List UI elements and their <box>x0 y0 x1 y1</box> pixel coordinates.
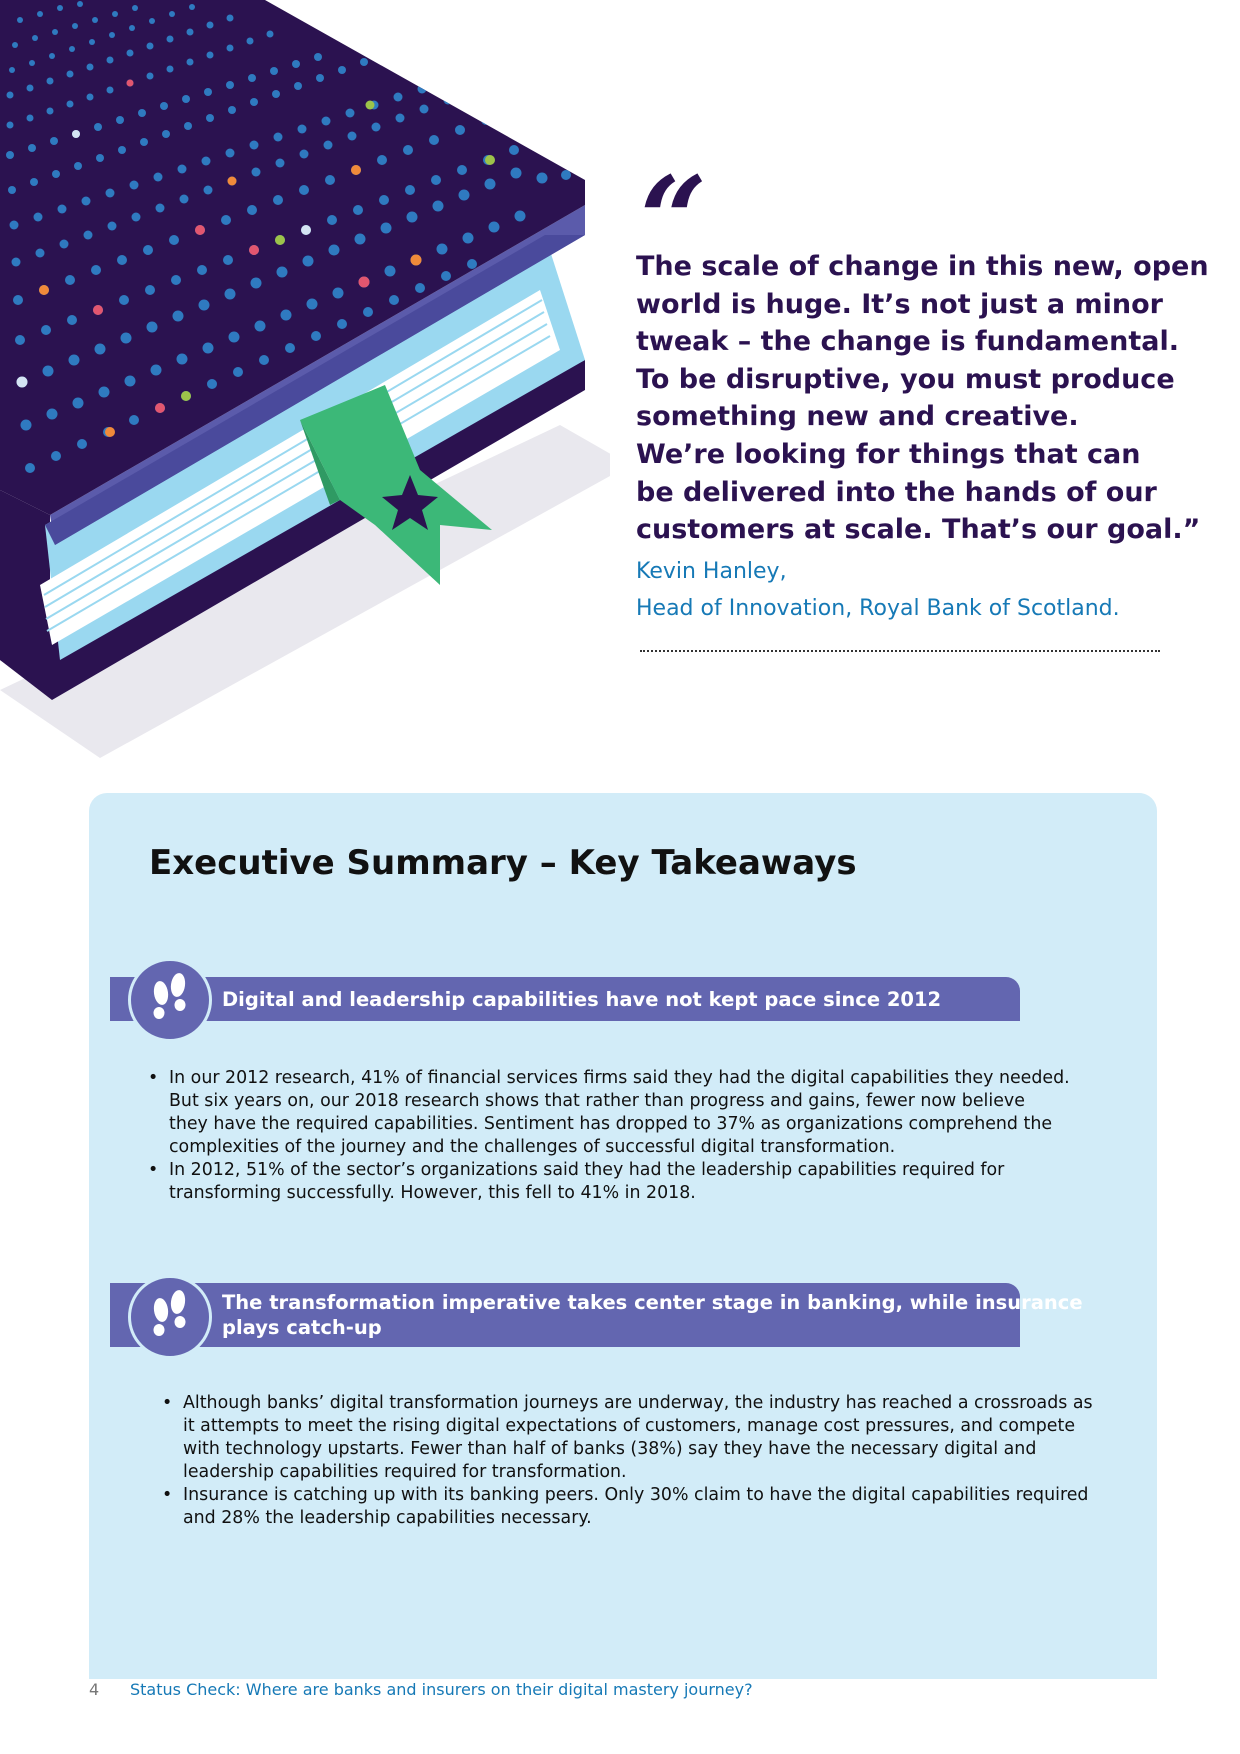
quote-line: We’re looking for things that can <box>636 438 1141 470</box>
quote-line: customers at scale. That’s our goal.” <box>636 514 1201 546</box>
section-heading-line: The transformation imperative takes center stage in banking, while insurance <box>222 1291 1083 1314</box>
quote-line: be delivered into the hands of our <box>636 476 1157 508</box>
pull-quote <box>622 150 1209 627</box>
bullet-line: • In our 2012 research, 41% of financial services firms said they had the digital capabilities they needed. <box>169 1068 1070 1088</box>
quote-mark-icon: “ <box>622 150 703 289</box>
panel-title: Executive Summary – Key Takeaways <box>149 843 857 883</box>
quote-line: The scale of change in this new, open <box>636 251 1209 282</box>
list-item <box>148 1159 1070 1205</box>
list-item <box>148 1067 1070 1159</box>
section-heading-band <box>110 1283 1083 1347</box>
quote-author-role: Head of Innovation, Royal Bank of Scotland. <box>636 595 1120 621</box>
footprints-icon <box>128 1275 212 1359</box>
quote-line: world is huge. It’s not just a minor <box>636 288 1163 320</box>
bullet-line: transforming successfully. However, this fell to 41% in 2018. <box>169 1183 696 1203</box>
book-illustration <box>0 0 610 770</box>
bullet-line: • Although banks’ digital transformation journeys are underway, the industry has reached a crossroads as <box>183 1393 1093 1413</box>
list-item <box>162 1484 1093 1530</box>
bullet-line: • Insurance is catching up with its banking peers. Only 30% claim to have the digital capabilities required <box>183 1485 1089 1505</box>
quote-text <box>636 248 1209 549</box>
bullet-line: But six years on, our 2018 research shows that rather than progress and gains, fewer now believe <box>169 1091 1025 1111</box>
section-heading-line: plays catch-up <box>222 1316 382 1339</box>
quote-author: Kevin Hanley, <box>636 558 787 584</box>
bullet-line: • In 2012, 51% of the sector’s organizations said they had the leadership capabilities required for <box>169 1160 1005 1180</box>
list-item <box>162 1392 1093 1484</box>
section-heading: Digital and leadership capabilities have not kept pace since 2012 <box>222 987 942 1011</box>
bullet-line: and 28% the leadership capabilities necessary. <box>183 1508 592 1528</box>
quote-line: something new and creative. <box>636 401 1079 433</box>
footprints-icon <box>128 958 212 1042</box>
section-heading <box>222 1290 1083 1340</box>
bullet-line: with technology upstarts. Fewer than half of banks (38%) say they have the necessary digital and <box>183 1439 1037 1459</box>
section-heading-band <box>110 977 1020 1021</box>
bullet-line: leadership capabilities required for transformation. <box>183 1462 627 1482</box>
quote-line: tweak – the change is fundamental. <box>636 326 1179 358</box>
bullet-line: it attempts to meet the rising digital expectations of customers, manage cost pressures, and compete <box>183 1416 1076 1436</box>
section1-bullets <box>148 1067 1070 1205</box>
bullet-line: they have the required capabilities. Sentiment has dropped to 37% as organizations comprehend the <box>169 1114 1053 1134</box>
dotted-divider <box>640 650 1160 652</box>
section2-bullets <box>162 1392 1093 1530</box>
footer-title: Status Check: Where are banks and insurers on their digital mastery journey? <box>130 1680 753 1699</box>
bullet-line: complexities of the journey and the challenges of successful digital transformation. <box>169 1137 896 1157</box>
page-number: 4 <box>89 1680 100 1699</box>
quote-line: To be disruptive, you must produce <box>636 363 1175 395</box>
executive-summary-panel <box>89 793 1157 1679</box>
